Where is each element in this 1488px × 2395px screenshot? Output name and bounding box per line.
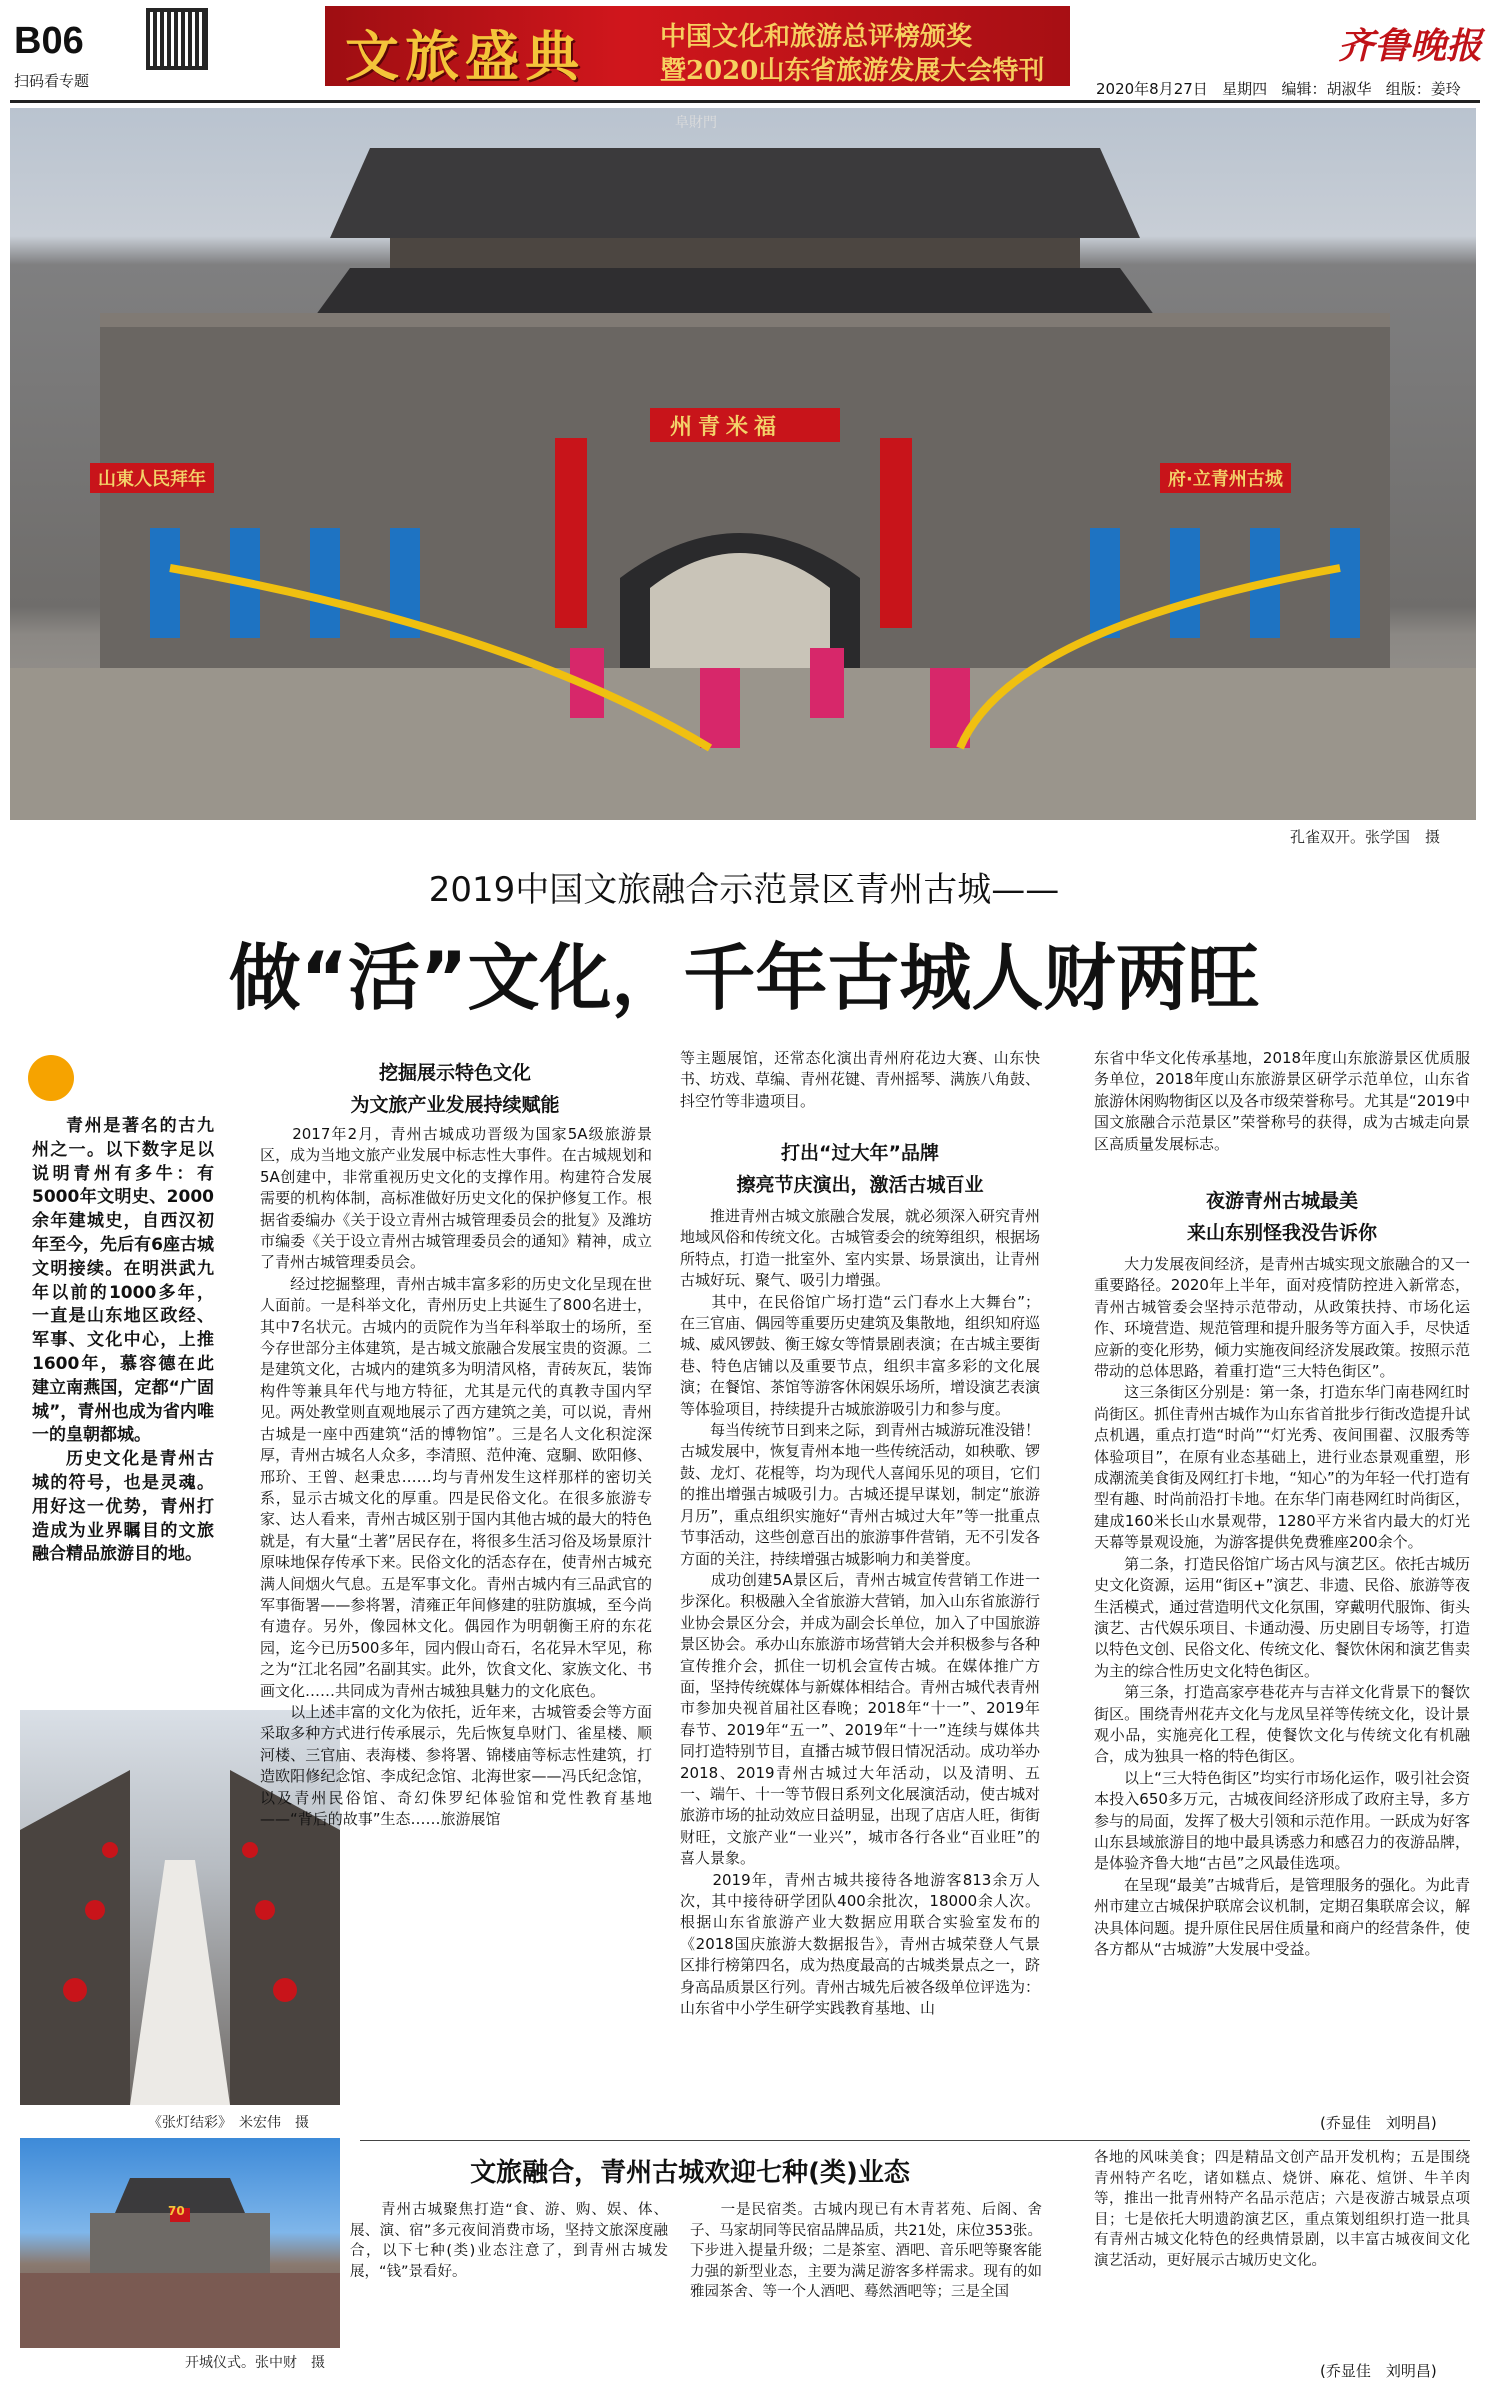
sidebar-para-2: 历史文化是青州古城的符号，也是灵魂。用好这一优势，青州打造成为业界瞩目的文旅融合精品旅游目的地。 (32, 1449, 214, 1565)
opening-caption: 开城仪式。张中财 摄 (185, 2355, 325, 2371)
scan-label: 扫码看专题 (14, 72, 90, 90)
sidebar-box (32, 1115, 214, 1567)
col2-heading-1: 挖掘展示特色文化 (378, 1062, 531, 1084)
col3-body-top: 等主题展馆，还常态化演出青州府花边大赛、山东快书、坊戏、草编、青州花键、青州摇琴、满族八角鼓、抖空竹等非遗项目。 (680, 1049, 1041, 1110)
issue-info (1096, 78, 1461, 99)
bottom-col-b: 一是民宿类。古城内现已有木青茗苑、后阁、舍子、马家胡同等民宿品牌品质，共21处，床位353张。下步进入提量升级；二是茶室、酒吧、音乐吧等聚客能力强的新型业态，主要为满足游客多样需求。现有的如雅园茶舍、等一个人酒吧、蓦然酒吧等；三是全国 (690, 2202, 1042, 2300)
issue-date: 2020年8月27日 (1096, 80, 1208, 98)
banner-line-2: 暨2020山东省旅游发展大会特刊 (660, 56, 1045, 86)
section-banner (325, 6, 1070, 86)
banner-line-1: 中国文化和旅游总评榜颁奖 (660, 22, 973, 52)
main-photo (10, 108, 1476, 820)
col4-author: (乔显佳 刘明昌) (1320, 2114, 1437, 2132)
col4-heading-2: 来山东别怪我没告诉你 (1186, 1222, 1377, 1244)
bottom-col-c: 各地的风味美食；四是精品文创产品开发机构；五是围绕青州特产名吃，诸如糕点、烧饼、麻花、煊饼、牛羊肉等，推出一批青州特产名品示范店；六是夜游古城景点项目；七是依托大明遗韵演艺区，重点策划组织打造一批具有青州古城文化特色的经典情景剧，以丰富古城夜间文化演艺活动，更好展示古城历史文化。 (1094, 2150, 1470, 2269)
lantern-caption: 《张灯结彩》 米宏伟 摄 (148, 2115, 309, 2131)
col4-body-top: 东省中华文化传承基地，2018年度山东旅游景区优质服务单位，2018年度山东旅游景区研学示范单位，山东省旅游休闲购物街区以及各市级荣誉称号。尤其是“2019中国文旅融合示范景区”荣誉称号的获得，成为古城走向景区高质量发展标志。 (1094, 1049, 1470, 1153)
designer-credit: 组版：姜玲 (1385, 80, 1461, 98)
headline-title: 做“活”文化，千年古城人财两旺 (228, 936, 1260, 1020)
col2-body: 2017年2月，青州古城成功晋级为国家5A级旅游景区，成为当地文旅产业发展中标志性大事件。在古城规划和5A创建中，非常重视历史文化的支撑作用。构建符合发展需要的机构体制，高标准做好历史文化的保护修复工作。根据省委编办《关于设立青州古城管理委员会的批复》及潍坊市编委《关于设立青州古城管理委员会的通知》精神，成立了青州古城管理委员会。 经过挖掘整理，青州古城丰富多彩的历史文化呈现在世人面前。一是科举文化，青州历史上共诞生了800名进士，其中7名状元。古城内的贡院作为当年科举取士的场所，至今存世部分主体建筑，是古城文旅融合发展宝贵的资源。二是建筑文化，古城内的建筑多为明清风格，青砖灰瓦，装饰构件等兼具年代与地方特征，尤其是元代的真教寺国内罕见。两处教堂则直观地展示了西方建筑之美，可以说，青州古城是一座中西建筑“活的博物馆”。三是名人文化积淀深厚，青州古城名人众多，李清照、范仲淹、寇駉、欧阳修、邢玠、王曾、赵秉忠……均与青州发生这样那样的密切关系，显示古城文化的厚重。四是民俗文化。在很多旅游专家、达人看来，青州古城区别于国内其他古城的最大的特色就是，有大量“土著”居民存在，将很多生活习俗及场景原汁原味地保存传承下来。民俗文化的活态存在，使青州古城充满人间烟火气息。五是军事文化。青州古城内有三品武官的军事衙署——参将署，清雍正年间修建的驻防旗城，至今尚有遗存。另外，像园林文化。偶园作为明朝衡王府的东花园，迄今已历500多年，园内假山奇石，名花异木罕见，称之为“江北名园”名副其实。此外，饮食文化、家族文化、书画文化……共同成为青州古城独具魅力的文化底色。 以上述丰富的文化为依托，近年来，古城管委会等方面采取多种方式进行传承展示，先后恢复阜财门、雀星楼、顺河楼、三官庙、表海楼、参将署、锦楼庙等标志性建筑，打造欧阳修纪念馆、李成纪念馆、北海世家——冯氏纪念馆，以及青州民俗馆、奇幻侏罗纪体验馆和党性教育基地——“背后的故事”生态……旅游展馆 (260, 1125, 652, 1828)
qr-code[interactable] (146, 8, 208, 70)
sidebar-para-1: 青州是著名的古九州之一。以下数字足以说明青州有多牛：有5000年文明史、2000余年建城史，自西汉初年至今，先后有6座古城文明接续。在明洪武九年以前的1000多年，一直是山东地区政经、军事、文化中心，上推1600年，慕容德在此建立南燕国，定都“广固城”，青州也成为省内唯一的皇朝都城。 (32, 1116, 214, 1446)
opening-banner-number: 70 (168, 2204, 185, 2218)
col2-heading-2: 为文旅产业发展持续赋能 (350, 1094, 560, 1116)
editor-credit: 编辑：胡淑华 (1281, 80, 1372, 98)
opening-photo (20, 2138, 340, 2348)
page-number: B06 (14, 20, 84, 62)
bottom-title: 文旅融合，青州古城欢迎七种(类)业态 (470, 2158, 910, 2188)
gate-red-plaque: 州青米福 (670, 415, 783, 440)
bottom-author: (乔显佳 刘明昌) (1320, 2362, 1437, 2380)
issue-weekday: 星期四 (1222, 80, 1268, 98)
col3-body: 推进青州古城文旅融合发展，就必须深入研究青州地域风俗和传统文化。古城管委会的统筹组织，根据场所特点，打造一批室外、室内实景、场景演出，让青州古城好玩、聚气、吸引力增强。 其中，在民俗馆广场打造“云门春水上大舞台”；在三官庙、偶园等重要历史建筑及集散地，组织知府巡城、威风锣鼓、衡王嫁女等情景剧表演；在古城主要街巷、特色店铺以及重要节点，组织丰富多彩的文化展演；在餐馆、茶馆等游客休闲娱乐场所，增设演艺表演等体验项目，持续提升古城旅游吸引力和参与度。 每当传统节日到来之际，到青州古城游玩准没错！古城发展中，恢复青州本地一些传统活动，如秧歌、锣鼓、龙灯、花棍等，均为现代人喜闻乐见的项目，它们的推出增强古城吸引力。古城还提早谋划，制定“旅游月历”，重点组织实施好“青州古城过大年”等一批重点节事活动，这些创意百出的旅游事件营销，无不引发各方面的关注，持续增强古城影响力和美誉度。 成功创建5A景区后，青州古城宣传营销工作进一步深化。积极融入全省旅游大营销，加入山东省旅游行业协会景区分会，并成为副会长单位，加入了中国旅游景区协会。承办山东旅游市场营销大会并积极参与各种宣传推介会，抓住一切机会宣传古城。在媒体推广方面，坚持传统媒体与新媒体相结合。青州古城代表青州市参加央视首届社区春晚；2018年“十一”、2019年春节、2019年“五一”、2019年“十一”连续与媒体共同打造特别节目，直播古城节假日情况活动。成功举办2018、2019青州古城过大年活动，以及清明、五一、端午、十一等节假日系列文化展演活动，使古城对旅游市场的扯动效应日益明显，出现了店店人旺，街街财旺，文旅产业“一业兴”，城市各行各业“百业旺”的喜人景象。 2019年，青州古城共接待各地游客813余万人次，其中接待研学团队400余批次，18000余人次。根据山东省旅游产业大数据应用联合实验室发布的《2018国庆旅游大数据报告》，青州古城荣登人气景区排行榜第四名，成为热度最高的古城类景点之一，跻身高品质景区行列。青州古城先后被各级单位评选为：山东省中小学生研学实践教育基地、山 (680, 1207, 1040, 2018)
main-photo-caption: 孔雀双开。张学国 摄 (1290, 828, 1441, 846)
left-banner-text: 山東人民拜年 (90, 463, 214, 493)
col3-heading-1: 打出“过大年”品牌 (781, 1142, 939, 1164)
right-banner-text: 府·立青州古城 (1160, 463, 1291, 493)
paper-logo: 齐鲁晚报 (1338, 25, 1483, 67)
col4-body: 大力发展夜间经济，是青州古城实现文旅融合的又一重要路径。2020年上半年，面对疫情防控进入新常态，青州古城管委会坚持示范带动，从政策扶持、市场化运作、环境营造、规范管理和提升服务等方面入手，尽快适应新的变化形势，倾力实施夜间经济发展政策。按照示范带动的总体思路，着重打造“三大特色街区”。 这三条街区分别是：第一条，打造东华门南巷网红时尚街区。抓住青州古城作为山东省首批步行街改造提升试点机遇，重点打造“时尚”“灯光秀、夜间围翟、汉服秀等体验项目”，在原有业态基础上，进行业态景观重塑，形成潮流美食街及网红打卡地，“知心”的为年轻一代打造有型有趣、时尚前沿打卡地。在东华门南巷网红时尚街区，建成160米长山水景观带，1280平方米省内最大的灯光天幕等景观设施，为游客提供免费雅座200余个。 第二条，打造民俗馆广场古风与演艺区。依托古城历史文化资源，运用“街区+”演艺、非遗、民俗、旅游等夜生活模式，通过营造明代文化氛围，穿戴明代服饰、街头演艺、古代娱乐项目、卡通动漫、历史剧目专场等，打造以特色文创、民俗文化、传统文化、餐饮休闲和演艺售卖为主的综合性历史文化特色街区。 第三条，打造高家亭巷花卉与吉祥文化背景下的餐饮街区。围绕青州花卉文化与龙凤呈祥等传统文化，设计景观小品，实施亮化工程，使餐饮文化与传统文化有机融合，成为独具一格的特色街区。 以上“三大特色街区”均实行市场化运作，吸引社会资本投入650多万元，古城夜间经济形成了政府主导，多方参与的局面，发挥了极大引领和示范作用。一跃成为好客山东县域旅游目的地中最具诱惑力和感召力的夜游品牌，是体验齐鲁大地“古邑”之风最佳选项。 在呈现“最美”古城背后，是管理服务的强化。为此青州市建立古城保护联席会议机制，定期召集联席会议，解决具体问题。提升原住民居住质量和商户的经营条件，使各方都从“古城游”大发展中受益。 (1094, 1255, 1470, 1958)
bottom-col-a: 青州古城聚焦打造“食、游、购、娱、体、展、演、宿”多元夜间消费市场，坚持文旅深度融合，以下七种(类)业态注意了，到青州古城发展，“钱”景看好。 (350, 2202, 668, 2280)
sidebar-ornament (28, 1055, 74, 1101)
col4-heading-1: 夜游青州古城最美 (1205, 1190, 1358, 1212)
gate-name-plaque: 阜財門 (675, 115, 717, 131)
section-title: 文旅盛典 (345, 24, 585, 88)
col3-heading-2: 擦亮节庆演出，激活古城百业 (736, 1174, 984, 1196)
headline-kicker: 2019中国文旅融合示范景区青州古城—— (428, 870, 1060, 910)
